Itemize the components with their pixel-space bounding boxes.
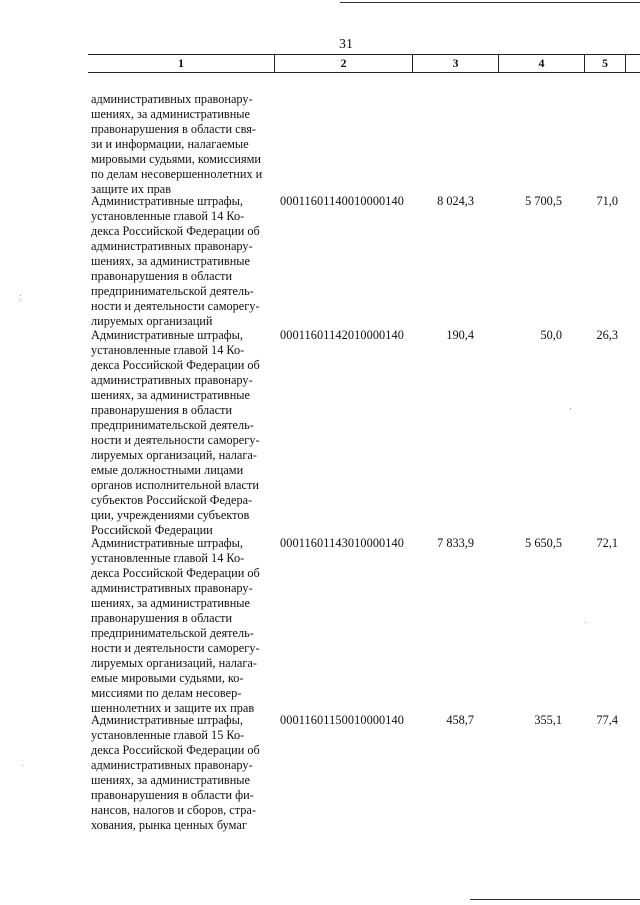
text-line: административных правонару-	[91, 239, 253, 253]
row-description	[91, 92, 276, 197]
text-line: Административные штрафы,	[91, 536, 243, 550]
budget-code: 00011601140010000140	[280, 194, 405, 208]
text-line: субъектов Российской Федера-	[91, 493, 253, 507]
scan-speck	[585, 622, 586, 623]
text-line: емые должностными лицами	[91, 463, 244, 477]
text-line: установленные главой 15 Ко-	[91, 728, 245, 742]
text-line: правонарушения в области свя-	[91, 122, 256, 136]
text-line: установленные главой 14 Ко-	[91, 551, 245, 565]
text-line: правонарушения в области	[91, 403, 233, 417]
text-line: Административные штрафы,	[91, 713, 243, 727]
text-line: шениях, за административные	[91, 107, 251, 121]
value-col-3: 190,4	[446, 328, 474, 342]
text-line: ции, учреждениями субъектов	[91, 508, 250, 522]
value-col-5: 72,1	[596, 536, 618, 550]
value-col-3: 458,7	[446, 713, 474, 727]
value-col-4: 355,1	[534, 713, 562, 727]
text-line: предпринимательской деятель-	[91, 418, 254, 432]
table-header	[88, 54, 640, 73]
value-col-4: 50,0	[540, 328, 562, 342]
row-description	[91, 713, 276, 833]
value-col-5: 26,3	[596, 328, 618, 342]
text-line: шениях, за административные	[91, 596, 251, 610]
header-divider	[625, 55, 626, 72]
text-line: ности и деятельности саморегу-	[91, 641, 260, 655]
scan-speck	[20, 295, 21, 296]
text-line: Российской Федерации	[91, 523, 213, 537]
text-line: лируемых организаций	[91, 314, 213, 328]
text-line: хования, рынка ценных бумаг	[91, 818, 247, 832]
text-line: нансов, налогов и сборов, стра-	[91, 803, 256, 817]
header-col-3: 3	[452, 56, 459, 70]
text-line: по делам несовершеннолетних и	[91, 167, 263, 181]
scan-speck	[22, 765, 23, 766]
text-line: установленные главой 14 Ко-	[91, 343, 245, 357]
value-col-3: 8 024,3	[437, 194, 474, 208]
text-line: защите их прав	[91, 182, 172, 196]
value-col-4: 5 700,5	[525, 194, 562, 208]
header-col-1: 1	[178, 56, 184, 70]
value-col-5: 77,4	[596, 713, 618, 727]
text-line: декса Российской Федерации об	[91, 224, 260, 238]
budget-code: 00011601142010000140	[280, 328, 405, 342]
text-line: мировыми судьями, комиссиями	[91, 152, 262, 166]
scan-speck	[570, 408, 571, 409]
text-line: лируемых организаций, налага-	[91, 448, 257, 462]
text-line: декса Российской Федерации об	[91, 566, 260, 580]
text-line: Административные штрафы,	[91, 194, 243, 208]
text-line: установленные главой 14 Ко-	[91, 209, 245, 223]
text-line: правонарушения в области	[91, 269, 233, 283]
scan-speck	[20, 300, 21, 301]
row-description	[91, 536, 276, 716]
text-line: Административные штрафы,	[91, 328, 243, 342]
text-line: предпринимательской деятель-	[91, 626, 254, 640]
text-line: шениях, за административные	[91, 773, 251, 787]
text-line: предпринимательской деятель-	[91, 284, 254, 298]
text-line: декса Российской Федерации об	[91, 358, 260, 372]
budget-code: 00011601143010000140	[280, 536, 405, 550]
text-line: органов исполнительной власти	[91, 478, 259, 492]
scan-edge-top	[340, 2, 640, 3]
value-col-4: 5 650,5	[525, 536, 562, 550]
text-line: ности и деятельности саморегу-	[91, 433, 260, 447]
text-line: миссиями по делам несовер-	[91, 686, 242, 700]
text-line: шеннолетних и защите их прав	[91, 701, 255, 715]
text-line: административных правонару-	[91, 581, 253, 595]
value-col-3: 7 833,9	[437, 536, 474, 550]
text-line: шениях, за административные	[91, 388, 251, 402]
page-number: 31	[339, 37, 353, 52]
text-line: емые мировыми судьями, ко-	[91, 671, 244, 685]
scan-edge-bottom	[470, 899, 640, 900]
value-col-5: 71,0	[596, 194, 618, 208]
row-description	[91, 194, 276, 329]
header-col-2: 2	[340, 56, 347, 70]
header-col-4: 4	[538, 56, 545, 70]
text-line: правонарушения в области	[91, 611, 233, 625]
row-description	[91, 328, 276, 538]
text-line: лируемых организаций, налага-	[91, 656, 257, 670]
text-line: зи и информации, налагаемые	[91, 137, 249, 151]
text-line: правонарушения в области фи-	[91, 788, 254, 802]
text-line: административных правонару-	[91, 758, 253, 772]
text-line: ности и деятельности саморегу-	[91, 299, 260, 313]
budget-code: 00011601150010000140	[280, 713, 405, 727]
header-col-5: 5	[602, 56, 608, 70]
text-line: шениях, за административные	[91, 254, 251, 268]
text-line: декса Российской Федерации об	[91, 743, 260, 757]
text-line: административных правонару-	[91, 373, 253, 387]
text-line: административных правонару-	[91, 92, 253, 106]
